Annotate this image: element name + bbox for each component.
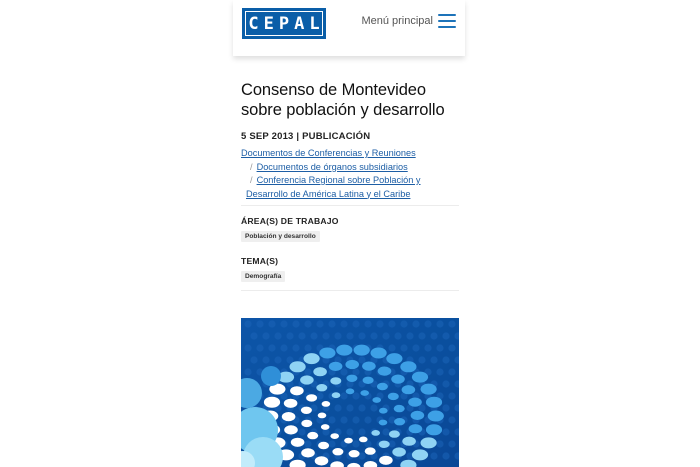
main-menu-button[interactable] [361, 14, 456, 28]
cover-dot [359, 437, 368, 443]
breadcrumb-line-3 [241, 174, 461, 201]
cover-dot [391, 375, 405, 384]
breadcrumb-line-1 [241, 147, 461, 161]
cover-dot [379, 408, 388, 414]
cover-dot [378, 367, 392, 376]
logo-frame [245, 11, 323, 36]
meta-separator: | [296, 131, 300, 142]
divider [241, 290, 459, 291]
cover-dot [379, 420, 388, 426]
cover-dot [392, 447, 406, 456]
publication-type: PUBLICACIÓN [302, 131, 371, 142]
dotted-circles-cover-image [241, 318, 459, 467]
cover-dot [421, 437, 437, 448]
cover-dot [318, 413, 327, 419]
cover-dot [300, 375, 314, 384]
cover-dot [264, 397, 280, 408]
breadcrumb-separator: / [250, 161, 253, 172]
cover-dot [304, 353, 320, 364]
cover-dot [291, 438, 305, 447]
cover-dot [313, 367, 327, 376]
article-meta [241, 131, 459, 142]
cover-dot [301, 448, 315, 457]
cover-dot [379, 456, 393, 465]
cover-dot [402, 385, 416, 394]
work-area-label: ÁREA(S) DE TRABAJO [241, 216, 339, 226]
topic-tag[interactable]: Demografía [241, 271, 285, 282]
cover-dot [306, 394, 317, 401]
cover-dot [421, 384, 437, 395]
page-title: Consenso de Montevideo sobre población y desarrollo [241, 81, 445, 119]
cover-dot [301, 420, 312, 427]
cover-dot [318, 442, 329, 449]
divider [241, 205, 459, 206]
cover-dot [426, 397, 442, 408]
cover-dot [388, 393, 399, 400]
cover-dot [307, 432, 318, 439]
cover-dot [377, 383, 388, 390]
cover-dot [402, 437, 416, 446]
cover-dot [371, 348, 387, 359]
cover-dot [346, 375, 357, 382]
cover-dot [379, 441, 390, 448]
cover-dot [282, 412, 296, 421]
cover-dot [329, 362, 343, 371]
cover-dot [332, 448, 343, 455]
cover-image[interactable] [241, 318, 459, 467]
topics-label: TEMA(S) [241, 256, 279, 266]
cover-dot [372, 397, 381, 403]
cover-dot [412, 449, 428, 460]
cover-dot [354, 345, 370, 356]
cover-dot [412, 372, 428, 383]
cover-dot [316, 384, 327, 391]
cover-dot [365, 447, 376, 454]
cover-dot [330, 433, 339, 439]
cover-dot [389, 430, 400, 437]
cover-dot [332, 392, 341, 398]
article-header [241, 80, 459, 142]
cover-dot [344, 438, 353, 444]
breadcrumb-separator: / [250, 175, 253, 185]
cover-dot [321, 424, 330, 430]
breadcrumb-link-regional-conference[interactable]: Conferencia Regional sobre Población y Desarrollo de América Latina y el Caribe [246, 175, 421, 199]
cover-dot [428, 411, 444, 422]
cover-dot [408, 398, 422, 407]
cover-dot [284, 399, 298, 408]
cepal-logo[interactable] [242, 8, 326, 39]
logo-text: CEPAL [248, 13, 325, 34]
publication-date: 5 SEP 2013 [241, 131, 294, 142]
work-area-tag[interactable]: Población y desarrollo [241, 231, 320, 242]
cover-dot [336, 345, 352, 356]
main-menu-label: Menú principal [361, 15, 433, 27]
cover-dot [400, 361, 416, 372]
breadcrumb [241, 147, 461, 201]
cover-dot [386, 353, 402, 364]
cover-dot [319, 348, 335, 359]
breadcrumb-link-subsidiary-bodies[interactable]: Documentos de órganos subsidiarios [256, 161, 408, 172]
cover-dot [345, 360, 359, 369]
cover-dot [411, 411, 425, 420]
cover-dot [315, 456, 329, 465]
cover-dot [322, 401, 331, 407]
cover-dot [360, 390, 369, 396]
cover-dot [394, 418, 405, 425]
cover-dot [330, 377, 341, 384]
cover-dot [301, 407, 312, 414]
cover-dot [290, 361, 306, 372]
cover-dot [409, 424, 423, 433]
cover-dot [371, 430, 380, 436]
cover-dot [349, 450, 360, 457]
site-header [233, 0, 465, 56]
cover-dot [346, 388, 355, 394]
cover-dot [284, 425, 298, 434]
breadcrumb-line-2 [241, 161, 461, 175]
cover-dot [394, 405, 405, 412]
cover-dot [426, 424, 442, 435]
cover-dot [362, 362, 376, 371]
hamburger-icon[interactable] [438, 14, 456, 28]
breadcrumb-link-conferences[interactable]: Documentos de Conferencias y Reuniones [241, 148, 416, 158]
cover-dot [363, 377, 374, 384]
cover-dot [290, 386, 304, 395]
